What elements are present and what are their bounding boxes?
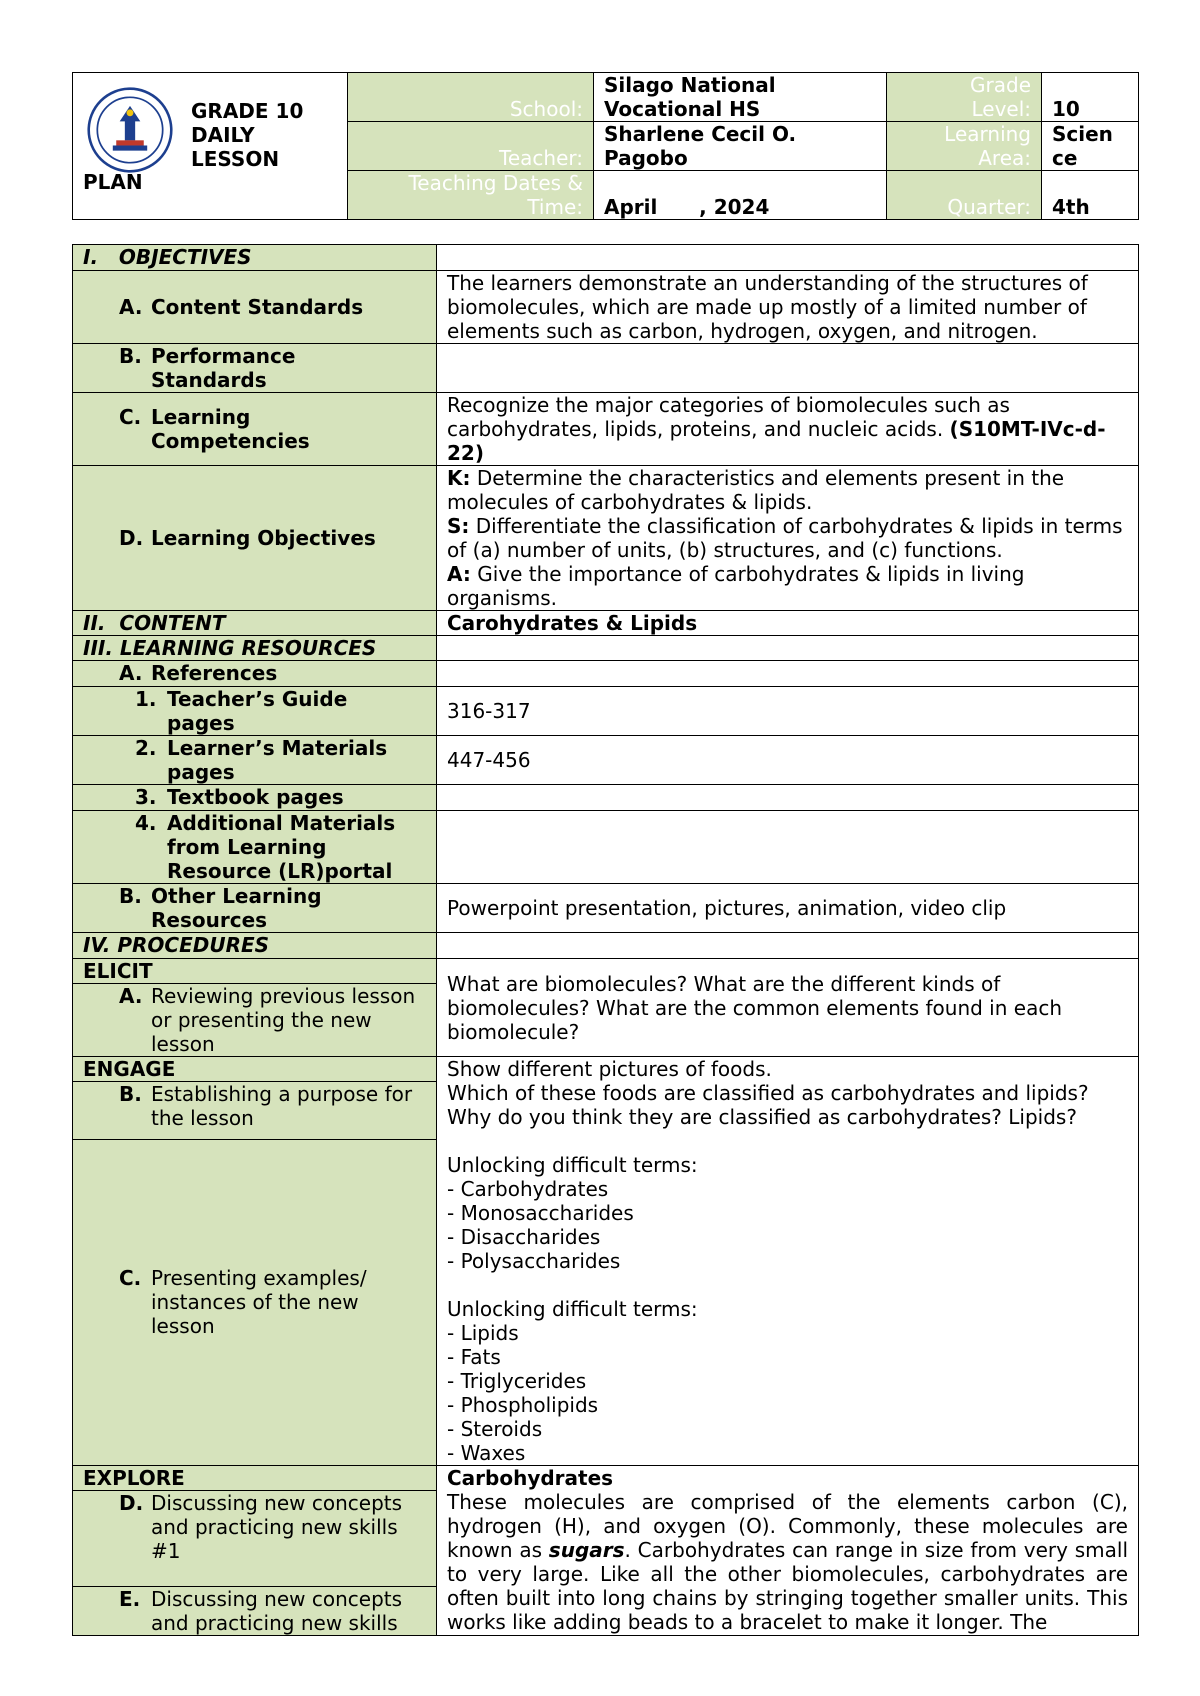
textbook-pages-value [437,785,1139,811]
resources-empty [437,636,1139,661]
header-title-line: DAILY [191,123,255,147]
learning-competencies-text: Recognize the major categories of biomolecules such as carbohydrates, lipids, proteins, and nucleic acids. (S10MT-IVc-d-22) [437,393,1139,466]
teachers-guide-value: 316-317 [437,687,1139,736]
school-label: School: [348,73,594,122]
term-item: - Steroids [447,1417,543,1441]
engage-examples-label: C. Presenting examples/ instances of the new lesson [73,1139,437,1465]
teaching-dates-value: April , 2024 [594,171,887,220]
quarter-label: Quarter: [887,171,1042,220]
explore-phase: EXPLORE [73,1466,437,1491]
term-item: - Triglycerides [447,1369,587,1393]
school-value: Silago National Vocational HS [594,73,887,122]
resources-heading: III. LEARNING RESOURCES [73,636,437,661]
references-empty [437,661,1139,687]
term-item: - Monosaccharides [447,1201,634,1225]
additional-materials-value [437,811,1139,884]
content-standards-label: A. Content Standards [73,271,437,344]
term-item: - Polysaccharides [447,1249,621,1273]
procedures-empty [437,933,1139,959]
learners-materials-label: 2. Learner’s Materials pages [73,736,437,785]
other-resources-value: Powerpoint presentation, pictures, animation, video clip [437,884,1139,933]
teacher-value: Sharlene Cecil O. Pagobo [594,122,887,171]
engage-purpose-label: B. Establishing a purpose for the lesson [73,1082,437,1139]
elicit-phase: ELICIT [73,959,437,984]
header-title-plan: PLAN [83,170,143,194]
lesson-plan-table [72,244,1139,1636]
objectives-empty [437,245,1139,271]
term-item: - Lipids [447,1321,519,1345]
performance-standards-label: B. Performance Standards [73,344,437,393]
content-value: Carohydrates & Lipids [437,611,1139,636]
references-label: A. References [73,661,437,687]
elicit-text: What are biomolecules? What are the different kinds of biomolecules? What are the common elements found in each biomolecule? [437,959,1139,1057]
engage-phase: ENGAGE [73,1057,437,1082]
teaching-dates-label: Teaching Dates & Time: [348,171,594,220]
other-resources-label: B. Other Learning Resources [73,884,437,933]
term-item: - Carbohydrates [447,1177,609,1201]
learning-competencies-label: C. Learning Competencies [73,393,437,466]
grade-label: Grade Level: [887,73,1042,122]
quarter-value: 4th [1042,171,1139,220]
learners-materials-value: 447-456 [437,736,1139,785]
engage-text: Show different pictures of foods. Which of these foods are classified as carbohydrates and lipids? Why do you think they are classified as carbohydrates? Lipids? Unlocking difficult terms: - Carbohydrates - Monosaccharides - Disaccharides - Polysaccharides Unlocking difficult terms: - Lipids - Fats - Triglycerides - Phospholipids - Steroids - Waxes [437,1057,1139,1466]
header-table [72,72,1139,220]
term-item: - Disaccharides [447,1225,601,1249]
elicit-label: A. Reviewing previous lesson or presenting the new lesson [73,984,437,1057]
term-item: - Phospholipids [447,1393,599,1417]
teacher-label: Teacher: [348,122,594,171]
content-standards-text: The learners demonstrate an understanding of the structures of biomolecules, which are made up mostly of a limited number of elements such as carbon, hydrogen, oxygen, and nitrogen. [437,271,1139,344]
textbook-pages-label: 3. Textbook pages [73,785,437,811]
explore-text: Carbohydrates These molecules are comprised of the elements carbon (C), hydrogen (H), and oxygen (O). Commonly, these molecules are known as sugars. Carbohydrates can range in size from very small to very large. Like all the other biomolecules, carbohydrates are often built into long chains by stringing together smaller units. This works like adding beads to a bracelet to make it longer. The [437,1466,1139,1636]
deped-seal-icon [87,87,173,173]
objectives-heading: I. OBJECTIVES [73,245,437,271]
learning-objectives-text: K: Determine the characteristics and elements present in the molecules of carbohydrates & lipids. S: Differentiate the classification of carbohydrates & lipids in terms of (a) number of units, (b) structures, and (c) functions. A: Give the importance of carbohydrates & lipids in living organisms. [437,466,1139,611]
header-title-line: GRADE 10 [191,99,304,123]
additional-materials-label: 4. Additional Materials from Learning Resource (LR)portal [73,811,437,884]
learning-objectives-label: D. Learning Objectives [73,466,437,611]
grade-value: 10 [1042,73,1139,122]
learning-area-value: Scien ce [1042,122,1139,171]
performance-standards-text [437,344,1139,393]
learning-area-label: Learning Area: [887,122,1042,171]
header-title-cell [73,73,348,220]
explore-e-label: E. Discussing new concepts and practicing new skills [73,1587,437,1636]
header-title-line: LESSON [191,147,280,171]
explore-d-label: D. Discussing new concepts and practicing new skills #1 [73,1491,437,1587]
content-heading: II. CONTENT [73,611,437,636]
teachers-guide-label: 1. Teacher’s Guide pages [73,687,437,736]
term-item: - Fats [447,1345,501,1369]
procedures-heading: IV. PROCEDURES [73,933,437,959]
term-item: - Waxes [447,1441,526,1465]
